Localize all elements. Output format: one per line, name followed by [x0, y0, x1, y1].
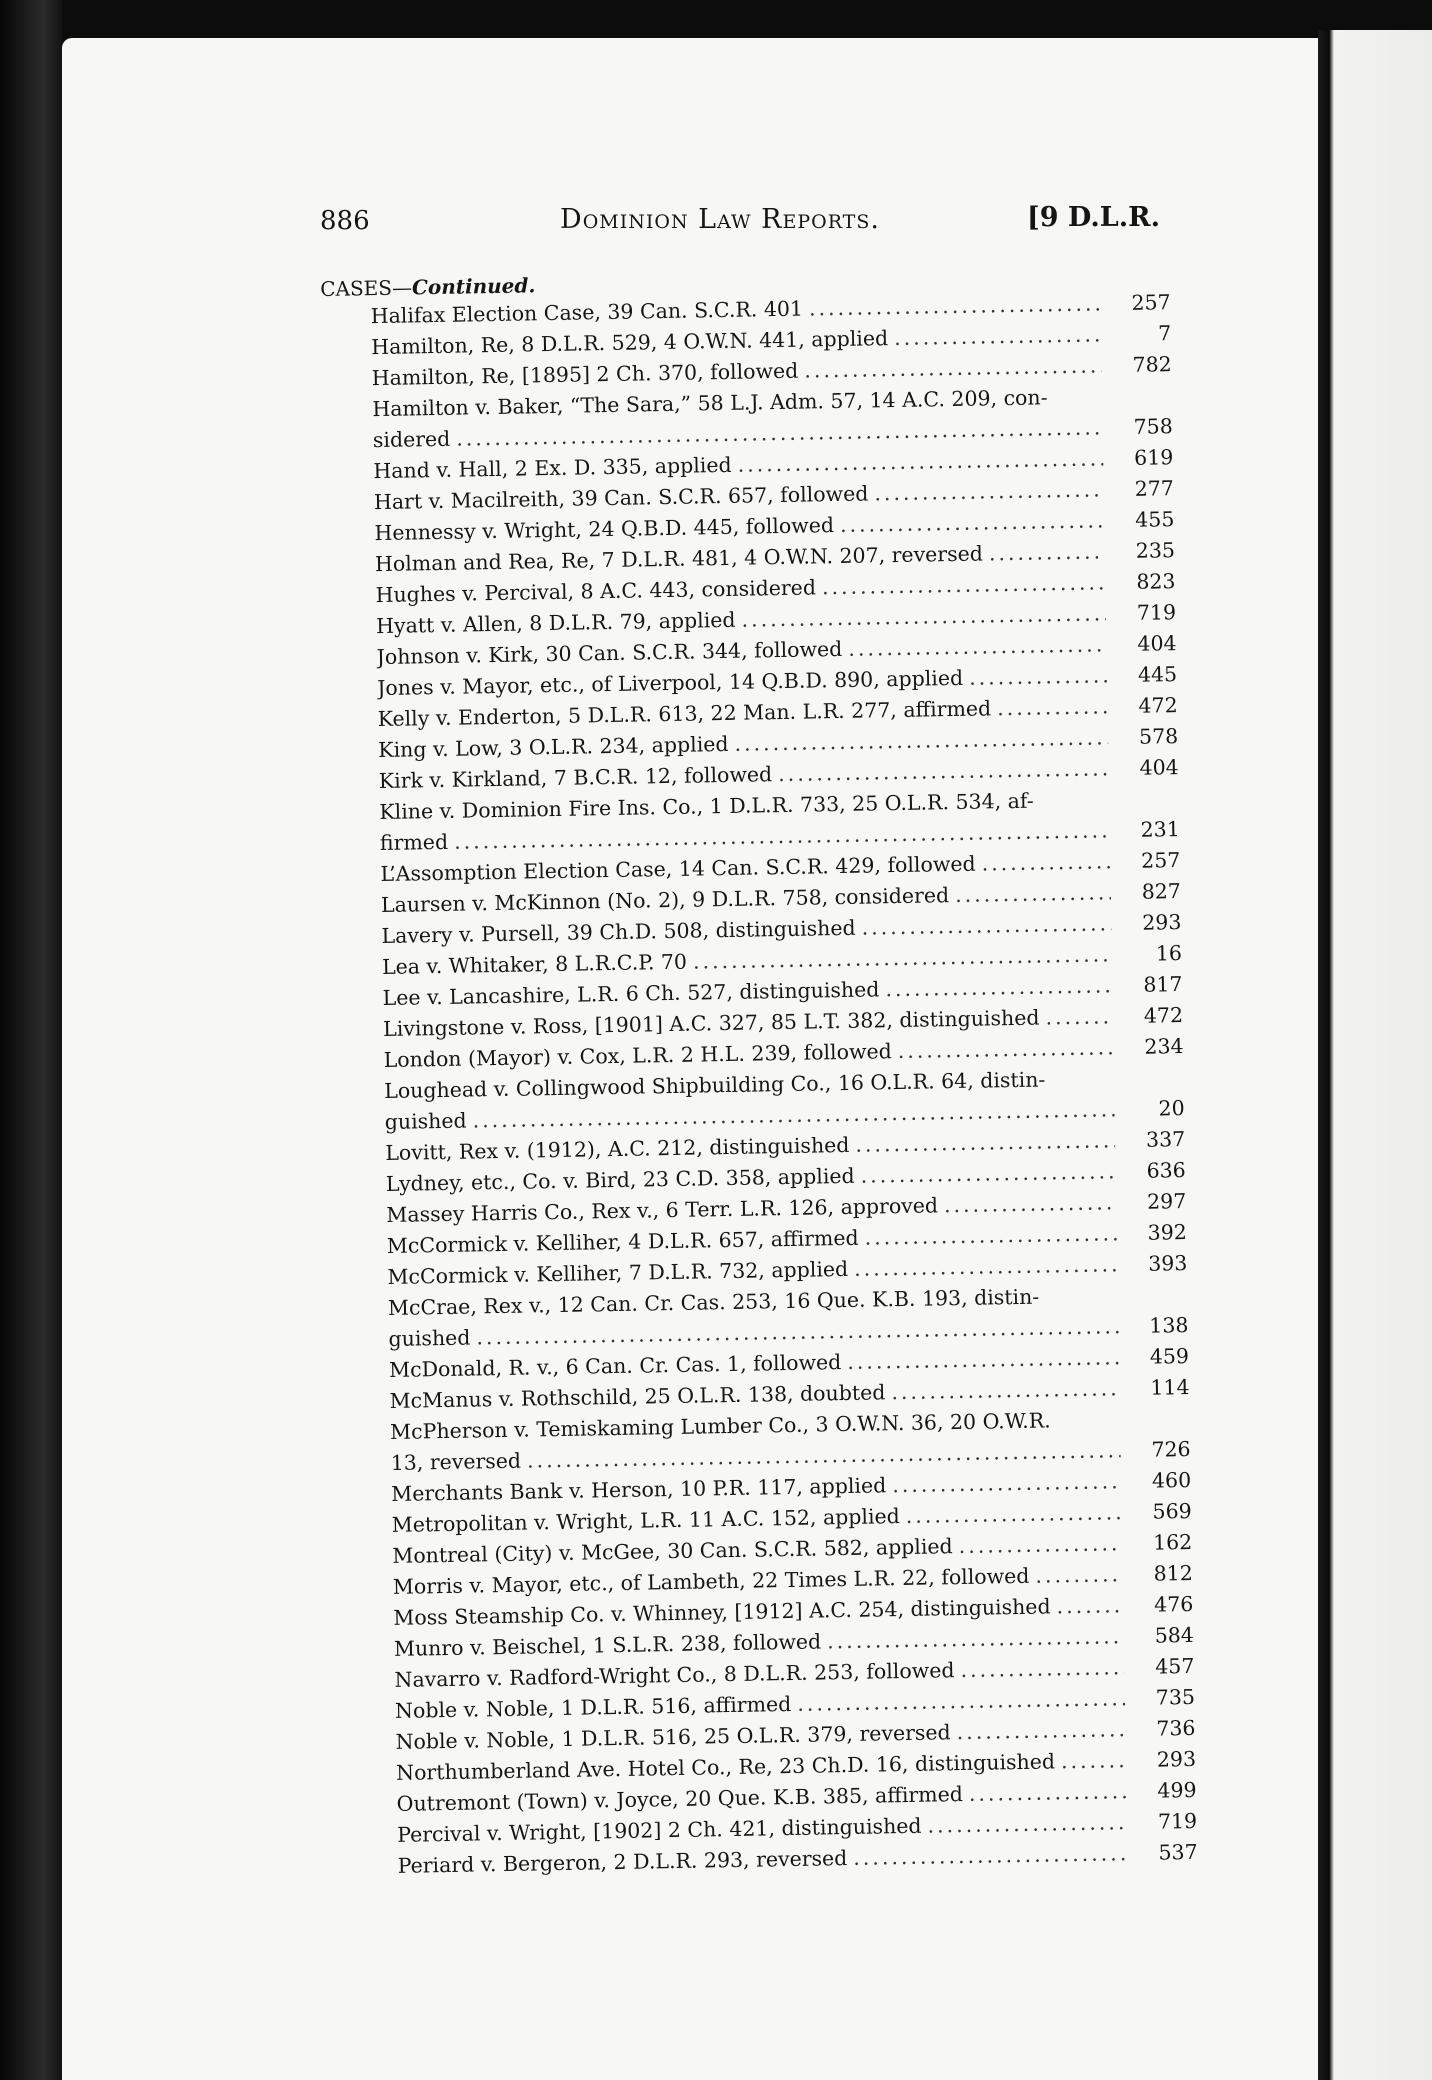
case-citation: Lea v. Whitaker, 8 L.R.C.P. 70	[381, 949, 688, 980]
case-page-number: 162	[1152, 1529, 1193, 1555]
dot-leader	[954, 1652, 1124, 1686]
dot-leader	[1055, 1745, 1127, 1777]
case-page-number: 619	[1133, 445, 1174, 470]
case-page-number: 758	[1133, 414, 1173, 439]
case-page-number: 235	[1135, 538, 1176, 563]
dot-leader	[1050, 1590, 1123, 1622]
case-page-number: 337	[1145, 1127, 1186, 1152]
case-citation: King v. Low, 3 O.L.R. 234, applied	[378, 731, 729, 763]
dot-leader	[888, 319, 1102, 354]
case-citation: McManus v. Rothschild, 25 O.L.R. 138, doubted	[389, 1380, 886, 1413]
case-page-number: 457	[1155, 1653, 1195, 1679]
case-page-number: 823	[1136, 569, 1176, 594]
case-citation: sidered	[372, 426, 451, 453]
dot-leader	[816, 567, 1106, 603]
case-page-number: 472	[1138, 693, 1178, 718]
case-citation: McCormick v. Kelliher, 7 D.L.R. 732, applied	[387, 1256, 849, 1289]
case-page-number: 719	[1157, 1808, 1198, 1834]
case-page-number: 257	[1131, 290, 1171, 315]
journal-title: Dominion Law Reports.	[560, 204, 880, 235]
case-page-number: 7	[1157, 321, 1172, 346]
case-page-number: 404	[1137, 631, 1177, 656]
case-citation: Hennessy v. Wright, 24 Q.B.D. 445, followed	[374, 513, 835, 546]
case-page-number: 293	[1142, 910, 1182, 935]
case-page-number: 138	[1149, 1313, 1189, 1338]
case-citation: Hamilton, Re, [1895] 2 Ch. 370, followed	[371, 358, 799, 391]
dot-leader	[886, 1466, 1121, 1501]
case-page-number: 584	[1154, 1622, 1195, 1648]
dot-leader	[1039, 1001, 1113, 1033]
case-page-number: 297	[1146, 1189, 1187, 1214]
case-page-number: 827	[1141, 879, 1182, 904]
dot-leader	[885, 1373, 1120, 1408]
case-citation: Northumberland Ave. Hotel Co., Re, 23 Ch.D. 16, distinguished	[395, 1749, 1056, 1785]
dot-leader	[921, 1807, 1127, 1842]
case-list	[320, 287, 1197, 1883]
case-page-number: 736	[1156, 1715, 1196, 1741]
case-citation: Livingstone v. Ross, [1901] A.C. 327, 85 L.T. 382, distinguished	[382, 1005, 1040, 1042]
case-page-number: 636	[1146, 1158, 1186, 1183]
dot-leader	[938, 1187, 1117, 1221]
running-head	[320, 200, 1160, 240]
case-page-number: 472	[1143, 1003, 1184, 1028]
case-citation: Kirk v. Kirkland, 7 B.C.R. 12, followed	[378, 762, 773, 794]
case-page-number: 257	[1140, 848, 1181, 873]
case-citation: Holman and Rea, Re, 7 D.L.R. 481, 4 O.W.N. 207, reversed	[374, 541, 984, 577]
case-citation: L’Assomption Election Case, 14 Can. S.C.R. 429, followed	[380, 851, 976, 887]
dot-leader	[975, 846, 1110, 879]
case-page-number: 476	[1153, 1591, 1194, 1617]
case-page-number: 459	[1149, 1344, 1190, 1369]
facing-page-edge	[1318, 30, 1432, 2080]
case-citation: Lavery v. Pursell, 39 Ch.D. 508, distinguished	[381, 915, 856, 949]
case-page-number: 114	[1150, 1374, 1190, 1400]
case-citation: guished	[384, 1108, 467, 1134]
case-page-number: 719	[1136, 600, 1177, 625]
case-citation: Munro v. Beischel, 1 S.L.R. 238, followed	[393, 1629, 822, 1661]
case-citation: Percival v. Wright, [1902] 2 Ch. 421, distinguished	[397, 1813, 922, 1847]
case-citation: Hart v. Macilreith, 39 Can. S.C.R. 657, followed	[373, 481, 869, 515]
case-citation-first-line: Loughead v. Collingwood Shipbuilding Co., 16 O.L.R. 64, distin-	[384, 1067, 1046, 1104]
dot-leader	[952, 1528, 1122, 1562]
case-page-number: 293	[1156, 1746, 1197, 1772]
case-page-number: 16	[1155, 941, 1183, 966]
case-citation: Lovitt, Rex v. (1912), A.C. 212, distinguished	[385, 1132, 850, 1165]
dot-leader	[879, 970, 1113, 1005]
case-page-number: 578	[1138, 724, 1179, 749]
case-citation-first-line: McPherson v. Temiskaming Lumber Co., 3 O.W.N. 36, 20 O.W.R.	[389, 1408, 1051, 1444]
case-citation-first-line: Kline v. Dominion Fire Ins. Co., 1 D.L.R. 733, 25 O.L.R. 534, af-	[379, 788, 1034, 825]
dot-leader	[1029, 1559, 1123, 1592]
case-page-number: 455	[1135, 507, 1175, 532]
case-page-number: 393	[1148, 1251, 1188, 1276]
section-continued: Continued.	[411, 273, 536, 300]
case-citation: Lee v. Lancashire, L.R. 6 Ch. 527, distinguished	[382, 977, 880, 1011]
dot-leader	[849, 1125, 1115, 1161]
dot-leader	[803, 288, 1101, 324]
case-page-number: 277	[1134, 476, 1175, 501]
case-page-number: 499	[1157, 1777, 1197, 1803]
page-number: 886	[320, 206, 370, 236]
case-citation: Lydney, etc., Co. v. Bird, 23 C.D. 358, applied	[385, 1163, 855, 1196]
case-page-number: 812	[1153, 1560, 1193, 1586]
case-page-number: 537	[1158, 1839, 1198, 1865]
case-index	[320, 261, 1198, 1883]
case-page-number: 782	[1132, 352, 1172, 377]
case-citation: Massey Harris Co., Rex v., 6 Terr. L.R. 126, approved	[386, 1193, 939, 1227]
dot-leader	[891, 1032, 1113, 1067]
case-citation: guished	[388, 1325, 471, 1351]
volume-reference: [9 D.L.R.	[1026, 202, 1160, 233]
case-page-number: 735	[1155, 1684, 1196, 1710]
case-citation: Merchants Bank v. Herson, 10 P.R. 117, applied	[391, 1473, 887, 1506]
dot-leader	[842, 629, 1107, 665]
case-citation: Outremont (Town) v. Joyce, 20 Que. K.B. 385, affirmed	[396, 1782, 964, 1816]
book-spine	[0, 0, 62, 2080]
case-page-number: 231	[1140, 817, 1180, 842]
case-citation: London (Mayor) v. Cox, L.R. 2 H.L. 239, followed	[383, 1039, 892, 1073]
dot-leader	[963, 660, 1108, 694]
case-citation: McCormick v. Kelliher, 4 D.L.R. 657, affirmed	[386, 1225, 859, 1258]
dot-leader	[854, 1156, 1116, 1192]
dot-leader	[991, 691, 1108, 724]
case-citation-first-line: McCrae, Rex v., 12 Can. Cr. Cas. 253, 16 Que. K.B. 193, distin-	[387, 1284, 1040, 1320]
case-page-number: 817	[1143, 972, 1183, 997]
case-citation: Hand v. Hall, 2 Ex. D. 335, applied	[373, 452, 732, 484]
dot-leader	[983, 536, 1106, 569]
case-citation: Morris v. Mayor, etc., of Lambeth, 22 Times L.R. 22, followed	[392, 1563, 1030, 1599]
case-citation: Laursen v. McKinnon (No. 2), 9 D.L.R. 758, considered	[380, 883, 950, 918]
section-title: CASES—	[320, 275, 413, 301]
case-citation: Halifax Election Case, 39 Can. S.C.R. 401	[370, 296, 804, 329]
case-citation: Jones v. Mayor, etc., of Liverpool, 14 Q.B.D. 890, applied	[376, 665, 964, 701]
case-citation-first-line: Hamilton v. Baker, “The Sara,” 58 L.J. Adm. 57, 14 A.C. 209, con-	[372, 385, 1048, 422]
case-page-number: 392	[1147, 1220, 1188, 1245]
case-citation: Moss Steamship Co. v. Whinney, [1912] A.C. 254, distinguished	[393, 1594, 1051, 1630]
dot-leader	[847, 1838, 1128, 1874]
case-citation: Johnson v. Kirk, 30 Can. S.C.R. 344, followed	[376, 636, 843, 670]
dot-leader	[858, 1218, 1117, 1254]
case-page-number: 569	[1152, 1498, 1192, 1524]
case-citation: Noble v. Noble, 1 D.L.R. 516, affirmed	[394, 1691, 792, 1723]
case-page-number: 404	[1139, 755, 1179, 780]
case-page-number: 460	[1151, 1467, 1192, 1493]
case-citation: Montreal (City) v. McGee, 30 Can. S.C.R. 582, applied	[392, 1534, 953, 1568]
dot-leader	[834, 505, 1105, 541]
case-citation: Metropolitan v. Wright, L.R. 11 A.C. 152, applied	[391, 1504, 900, 1537]
case-page-number: 726	[1151, 1436, 1191, 1462]
case-citation: McDonald, R. v., 6 Can. Cr. Cas. 1, followed	[388, 1350, 842, 1382]
case-citation: Hughes v. Percival, 8 A.C. 443, considered	[375, 575, 817, 608]
case-citation: firmed	[379, 829, 449, 856]
case-citation: Hamilton, Re, 8 D.L.R. 529, 4 O.W.N. 441, applied	[371, 326, 889, 360]
case-citation: Navarro v. Radford-Wright Co., 8 D.L.R. 253, followed	[394, 1658, 955, 1692]
dot-leader	[855, 908, 1111, 943]
dot-leader	[963, 1776, 1127, 1810]
case-page-number: 234	[1144, 1034, 1184, 1059]
case-page-number: 445	[1137, 662, 1178, 687]
dot-leader	[949, 877, 1111, 911]
dot-leader	[950, 1714, 1125, 1748]
dot-leader	[848, 1249, 1118, 1285]
case-citation: Hyatt v. Allen, 8 D.L.R. 79, applied	[375, 607, 736, 639]
dot-leader	[868, 474, 1104, 509]
case-citation: Kelly v. Enderton, 5 D.L.R. 613, 22 Man. L.R. 277, affirmed	[377, 696, 992, 732]
case-citation: Noble v. Noble, 1 D.L.R. 516, 25 O.L.R. 379, reversed	[395, 1720, 951, 1754]
case-citation: 13, reversed	[390, 1448, 522, 1475]
dot-leader	[900, 1497, 1122, 1532]
case-citation: Periard v. Bergeron, 2 D.L.R. 293, reversed	[397, 1846, 848, 1878]
case-page-number: 20	[1158, 1096, 1185, 1121]
dot-leader	[841, 1342, 1119, 1378]
